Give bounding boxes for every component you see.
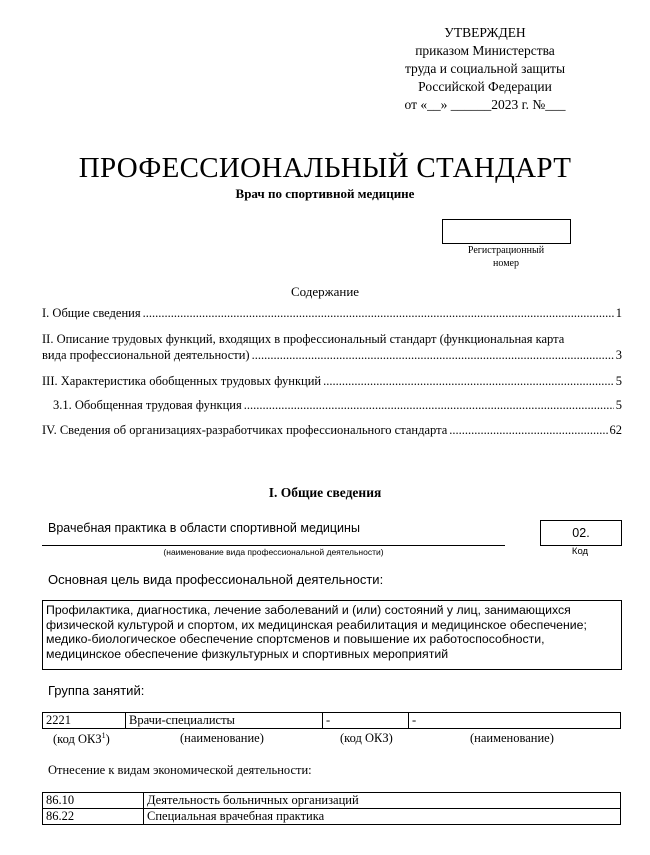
- economic-activity-table: [42, 792, 621, 825]
- registration-label-line: Регистрационный: [467, 245, 545, 256]
- okved-code-cell: 86.22: [43, 809, 144, 825]
- toc-item-page: 62: [609, 423, 622, 437]
- toc-item-page: 3: [615, 348, 622, 362]
- goal-line: физической культурой и спортом, их медицинская реабилитация и медицинское обеспечение;: [46, 617, 587, 632]
- toc-item[interactable]: [42, 305, 622, 321]
- activity-name: Врачебная практика в области спортивной медицины: [48, 521, 360, 535]
- toc-item-page: 5: [615, 398, 622, 412]
- toc-item-text: 3.1. Обобщенная трудовая функция: [53, 398, 242, 412]
- toc-item-text: II. Описание трудовых функций, входящих в профессиональный стандарт (функциональная карта: [42, 332, 565, 346]
- toc-item[interactable]: [42, 331, 622, 363]
- toc-item-page: 1: [615, 306, 622, 320]
- goal-label: Основная цель вида профессиональной деятельности:: [48, 572, 384, 587]
- okz-code-cell: -: [323, 713, 409, 729]
- approval-block: [380, 24, 590, 114]
- toc-leader: [252, 347, 614, 363]
- table-row: [43, 713, 621, 729]
- registration-label-line: номер: [493, 258, 519, 269]
- approval-line: УТВЕРЖДЕН: [444, 25, 526, 40]
- goal-line: медицинское обеспечение физкультурных и спортивных мероприятий: [46, 647, 449, 662]
- occupation-name-cell: -: [409, 713, 621, 729]
- occupation-caption: (код ОКЗ): [340, 731, 393, 745]
- toc-item[interactable]: [53, 397, 622, 413]
- okved-name-cell: Специальная врачебная практика: [144, 809, 621, 825]
- table-row: [43, 793, 621, 809]
- toc-item-text: III. Характеристика обобщенных трудовых функций: [42, 374, 322, 388]
- section-heading: I. Общие сведения: [268, 485, 382, 500]
- table-row: [43, 809, 621, 825]
- toc-leader: [449, 422, 607, 438]
- activity-code-box: 02.: [540, 520, 622, 546]
- occupation-caption: (наименование): [470, 731, 554, 745]
- document-title: ПРОФЕССИОНАЛЬНЫЙ СТАНДАРТ: [78, 152, 572, 184]
- toc-item[interactable]: [42, 373, 622, 389]
- toc-leader: [244, 397, 614, 413]
- toc-item-page: 5: [615, 374, 622, 388]
- toc-item-text: вида профессиональной деятельности): [42, 348, 250, 362]
- okved-name-cell: Деятельность больничных организаций: [144, 793, 621, 809]
- occupation-caption: (код ОКЗ$^1$): [53, 731, 110, 746]
- okved-code-cell: 86.10: [43, 793, 144, 809]
- occupation-name-cell: Врачи-специалисты: [126, 713, 323, 729]
- occupation-table: [42, 712, 621, 729]
- registration-number-label: [452, 244, 560, 270]
- toc-leader: [143, 305, 614, 321]
- approval-line: от «__» ______2023 г. №___: [404, 97, 566, 112]
- registration-number-box: [442, 219, 571, 244]
- document-subtitle: Врач по спортивной медицине: [235, 186, 415, 201]
- toc-item-text: I. Общие сведения: [42, 306, 141, 320]
- activity-code-label: Код: [571, 546, 589, 557]
- activity-underline: [42, 545, 505, 546]
- activity-caption: (наименование вида профессиональной деятельности): [163, 547, 384, 557]
- goal-line: медико-биологическое обеспечение спортсменов и повышение их работоспособности,: [46, 632, 545, 647]
- goal-line: Профилактика, диагностика, лечение заболеваний и (или) состояний у лиц, занимающихся: [46, 603, 571, 617]
- okz-code-cell: 2221: [43, 713, 126, 729]
- goal-box: [42, 600, 622, 670]
- toc-title: Содержание: [290, 284, 360, 299]
- occupation-group-label: Группа занятий:: [48, 683, 145, 698]
- toc-leader: [323, 373, 614, 389]
- toc-item[interactable]: [42, 422, 622, 438]
- approval-line: труда и социальной защиты: [404, 61, 566, 76]
- occupation-caption: (наименование): [180, 731, 264, 745]
- approval-line: Российской Федерации: [418, 79, 552, 94]
- approval-line: приказом Министерства: [415, 43, 555, 58]
- toc-item-text: IV. Сведения об организациях-разработчиках профессионального стандарта: [42, 423, 448, 437]
- economic-activity-label: Отнесение к видам экономической деятельности:: [48, 763, 312, 777]
